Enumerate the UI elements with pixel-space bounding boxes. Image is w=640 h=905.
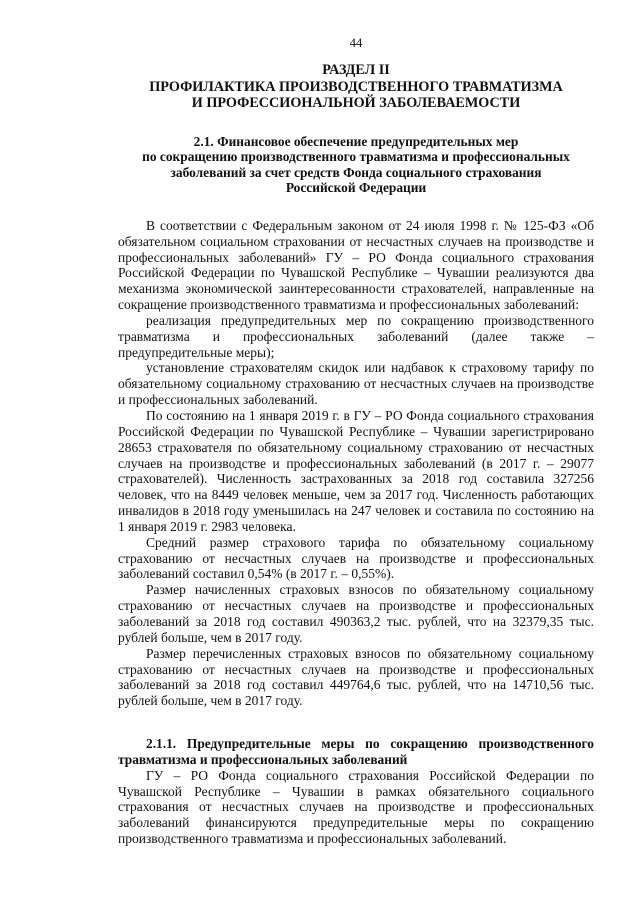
paragraph-measures-item: реализация предупредительных мер по сокращению производственного травматизма и профессиональных заболеваний (далее также – предупредительные меры); bbox=[118, 312, 594, 360]
subsection-heading bbox=[118, 134, 594, 196]
section-title-line-2: ПРОФИЛАКТИКА ПРОИЗВОДСТВЕННОГО ТРАВМАТИЗМА bbox=[149, 78, 563, 95]
paragraph-law-reference: В соответствии с Федеральным законом от 24 июля 1998 г. № 125-ФЗ «Об обязательном социальном страховании от несчастных случаев на производстве и профессиональных заболеваний» ГУ – РО Фонда социального страхования Российской Федерации по Чувашской Республике – Чувашии реализуются два механизма экономической заинтересованности страхователей, направленные на сокращение производственного травматизма и профессиональных заболеваний: bbox=[118, 217, 594, 313]
body-text bbox=[118, 218, 594, 709]
section-heading bbox=[118, 62, 594, 112]
subsubsection-heading: 2.1.1. Предупредительные меры по сокращению производственного травматизма и профессиональных заболеваний bbox=[118, 736, 594, 767]
paragraph-discounts-item: установление страхователям скидок или надбавок к страховому тарифу по обязательному социальному страхованию от несчастных случаев на производстве и профессиональных заболеваний. bbox=[118, 360, 594, 408]
paragraph-preventive-measures: ГУ – РО Фонда социального страхования Российской Федерации по Чувашской Республике – Чувашии в рамках обязательного социального страхования от несчастных случаев на производстве и профессиональных заболеваний финансируются предупредительные меры по сокращению производственного травматизма и профессиональных заболеваний. bbox=[118, 767, 594, 847]
paragraph-average-tariff: Средний размер страхового тарифа по обязательному социальному страхованию от несчастных случаев на производстве и профессиональных заболеваний составил 0,54% (в 2017 г. – 0,55%). bbox=[118, 534, 594, 582]
paragraph-insurers-count: По состоянию на 1 января 2019 г. в ГУ – РО Фонда социального страхования Российской Федерации по Чувашской Республике – Чувашии зарегистрировано 28653 страхователя по обязательному социальному страхованию от несчастных случаев на производстве и профессиональных заболеваний (в 2017 г. – 29077 страхователей). Численность застрахованных за 2018 год составила 327256 человек, что на 8449 человек меньше, чем за 2017 год. Численность работающих инвалидов в 2018 году уменьшилась на 247 человек и составила по состоянию на 1 января 2019 г. 2983 человека. bbox=[118, 408, 594, 534]
subsection-title-line-2: по сокращению производственного травматизма и профессиональных bbox=[142, 149, 570, 165]
subsection-title-line-4: Российской Федерации bbox=[285, 180, 427, 196]
subsection-title-line-3: заболеваний за счет средств Фонда социального страхования bbox=[170, 164, 542, 180]
paragraph-transferred-contributions: Размер перечисленных страховых взносов по обязательному социальному страхованию от несчастных случаев на производстве и профессиональных заболеваний за 2018 год составил 449764,6 тыс. рублей, что на 14710,56 тыс. рублей больше, чем в 2017 году. bbox=[118, 645, 594, 709]
paragraph-accrued-contributions: Размер начисленных страховых взносов по обязательному социальному страхованию от несчастных случаев на производстве и профессиональных заболеваний за 2018 год составил 490363,2 тыс. рублей, что на 32379,35 тыс. рублей больше, чем в 2017 году. bbox=[118, 582, 594, 645]
section-title-line-1: РАЗДЕЛ II bbox=[322, 62, 390, 78]
page-number: 44 bbox=[349, 36, 363, 50]
subsection-title-line-1: 2.1. Финансовое обеспечение предупредительных мер bbox=[193, 133, 519, 149]
section-title-line-3: И ПРОФЕССИОНАЛЬНОЙ ЗАБОЛЕВАЕМОСТИ bbox=[191, 95, 521, 111]
